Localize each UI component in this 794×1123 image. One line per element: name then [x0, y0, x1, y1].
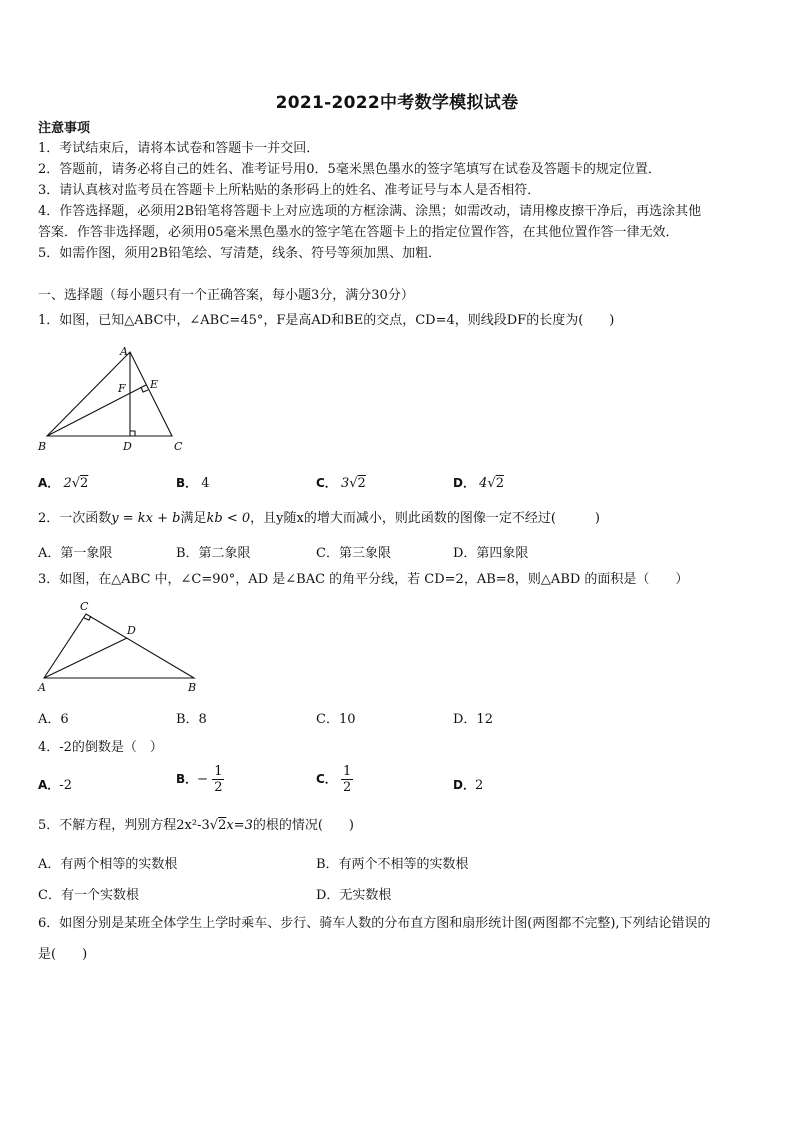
q3-label-a: A — [38, 681, 46, 694]
q1-label-f: F — [118, 382, 126, 395]
q3-option-c[interactable]: C．10 — [316, 712, 356, 727]
q5-equation: 2x²-3√2x=3 — [176, 818, 253, 833]
q1-option-c[interactable]: C． 3√2 — [316, 476, 366, 491]
q3-triangle-abc — [44, 614, 194, 678]
notice-item-5: 5．如需作图，须用2B铅笔绘、写清楚，线条、符号等须加黑、加粗． — [38, 246, 442, 261]
q1-label-e: E — [150, 378, 159, 391]
q3-option-a[interactable]: A．6 — [38, 712, 69, 727]
q4-stem: 4．-2的倒数是（ ） — [38, 740, 163, 755]
section-heading: 一、选择题（每小题只有一个正确答案，每小题3分，满分30分） — [38, 288, 414, 303]
q6-stem-line1: 6．如图分别是某班全体学生上学时乘车、步行、骑车人数的分布直方图和扇形统计图(两图都不完整),下列结论错误的 — [38, 916, 711, 931]
notice-item-3: 3．请认真核对监考员在答题卡上所粘贴的条形码上的姓名、准考证号与本人是否相符． — [38, 183, 541, 198]
q1-figure — [34, 342, 204, 456]
q1-right-angle-e — [141, 387, 148, 392]
q5-option-b[interactable]: B．有两个不相等的实数根 — [316, 857, 469, 872]
notice-item-2: 2．答题前，请务必将自己的姓名、准考证号用0．5毫米黑色墨水的签字笔填写在试卷及答题卡的规定位置． — [38, 162, 661, 177]
q3-option-b[interactable]: B．8 — [176, 712, 207, 727]
q1-triangle-abc — [47, 352, 172, 436]
q1-altitude-be — [47, 385, 146, 436]
q1-label-a: A — [120, 345, 128, 358]
q5-option-d[interactable]: D．无实数根 — [316, 888, 392, 903]
q3-label-b: B — [188, 681, 197, 694]
q2-option-b[interactable]: B．第二象限 — [176, 546, 251, 561]
q4-option-d[interactable]: D．2 — [453, 778, 484, 793]
q1-option-d[interactable]: D． 4√2 — [453, 476, 504, 491]
q3-bisector-ad — [44, 638, 127, 678]
notice-item-4: 4．作答选择题，必须用2B铅笔将答题卡上对应选项的方框涂满、涂黑；如需改动，请用橡皮擦干净后，再选涂其他 — [38, 204, 702, 219]
q2-formula: y = kx + b — [111, 511, 181, 526]
q4-option-c[interactable]: C． $\frac{1}{2}$ — [316, 764, 352, 795]
q2-stem: 2．一次函数y = kx + b满足kb < 0，且y随x的增大而减小，则此函数的图像一定不经过( ) — [38, 511, 600, 526]
q4-option-a[interactable]: A．-2 — [38, 778, 72, 793]
q3-label-d: D — [127, 624, 136, 637]
q4-option-b[interactable]: B．− $\frac{1}{2}$ — [176, 764, 223, 795]
q5-option-a[interactable]: A．有两个相等的实数根 — [38, 857, 178, 872]
q5-stem: 5．不解方程，判别方程2x²-3√2x=3的根的情况( ) — [38, 818, 354, 833]
q1-option-b[interactable]: B． 4 — [176, 476, 210, 491]
q1-stem: 1．如图，已知△ABC中，∠ABC=45°，F是高AD和BE的交点，CD=4，则线段DF的长度为( ) — [38, 313, 615, 328]
q6-stem-line2: 是( ) — [38, 947, 88, 962]
q2-condition: kb < 0 — [206, 511, 251, 526]
exam-title: 2021-2022中考数学模拟试卷 — [275, 93, 519, 113]
q5-option-c[interactable]: C．有一个实数根 — [38, 888, 139, 903]
q1-label-c: C — [174, 440, 183, 453]
q1-option-a[interactable]: A． 2√2 — [38, 476, 89, 491]
notice-heading: 注意事项 — [38, 121, 91, 136]
q3-stem: 3．如图，在△ABC 中，∠C=90°，AD 是∠BAC 的角平分线，若 CD=2，AB=8，则△ABD 的面积是（ ） — [38, 572, 689, 587]
q1-right-angle-d — [130, 431, 135, 436]
q2-option-c[interactable]: C．第三象限 — [316, 546, 391, 561]
q1-label-b: B — [38, 440, 47, 453]
notice-item-1: 1．考试结束后，请将本试卷和答题卡一并交回． — [38, 141, 320, 156]
notice-item-4-cont: 答案．作答非选择题，必须用05毫米黑色墨水的签字笔在答题卡上的指定位置作答，在其他位置作答一律无效． — [38, 225, 679, 240]
q3-label-c: C — [80, 600, 89, 613]
q1-label-d: D — [123, 440, 132, 453]
q4-fraction-b: $\frac{1}{2}$ — [214, 764, 223, 795]
q2-option-a[interactable]: A．第一象限 — [38, 546, 113, 561]
q4-fraction-c: $\frac{1}{2}$ — [342, 764, 352, 795]
q3-option-d[interactable]: D．12 — [453, 712, 493, 727]
q2-option-d[interactable]: D．第四象限 — [453, 546, 529, 561]
q3-figure — [34, 598, 204, 694]
